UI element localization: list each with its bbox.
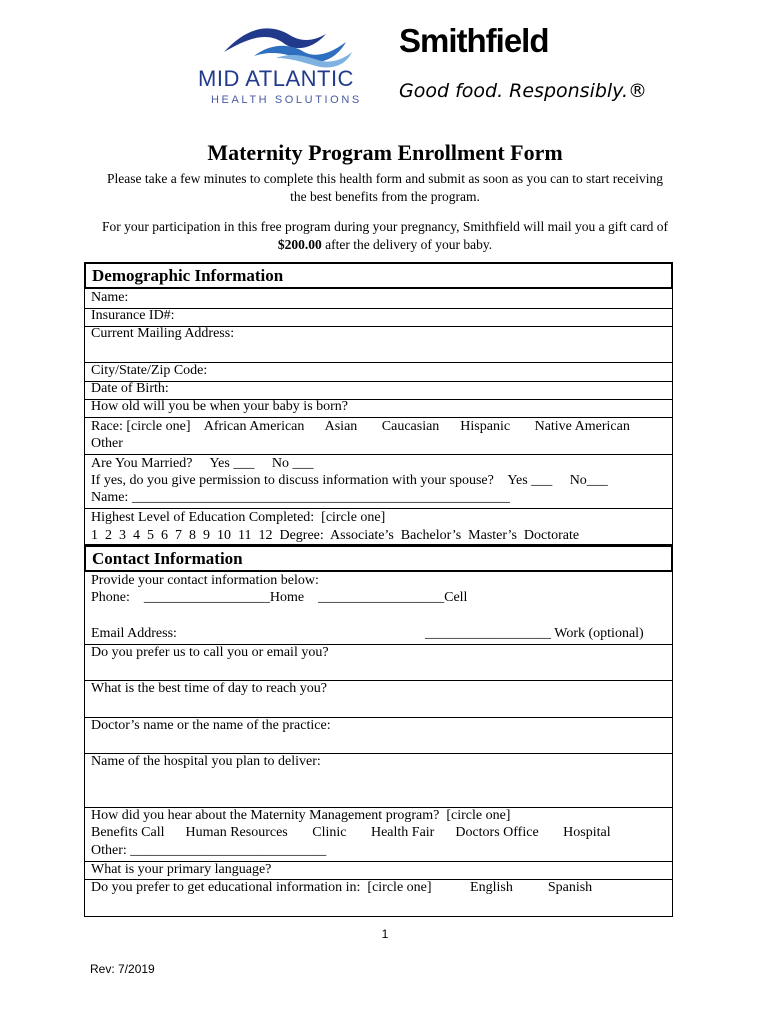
education-options[interactable]: 1 2 3 4 5 6 7 8 9 10 11 12 Degree: Associate’s Bachelor’s Master’s Doctorate — [91, 528, 580, 543]
intro-line: the best benefits from the program. — [290, 189, 480, 204]
smithfield-tagline: Good food. Responsibly.® — [399, 80, 647, 102]
page-number: 1 — [381, 927, 389, 941]
mailing-address-field[interactable]: Current Mailing Address: — [91, 326, 235, 341]
name-field[interactable]: Name: — [91, 290, 129, 305]
intro-paragraph-1 — [60, 170, 710, 206]
race-other-option[interactable]: Other — [91, 436, 123, 451]
intro-line: For your participation in this free program during your pregnancy, Smithfield will mail you a gift card of — [102, 219, 668, 234]
educational-language-question[interactable]: Do you prefer to get educational information in: [circle one] English Spanish — [91, 880, 593, 895]
primary-language-question[interactable]: What is your primary language? — [91, 862, 272, 877]
demographic-heading: Demographic Information — [84, 262, 673, 289]
provide-contact-label: Provide your contact information below: — [91, 573, 319, 588]
date-of-birth-field[interactable]: Date of Birth: — [91, 381, 169, 396]
best-time-question[interactable]: What is the best time of day to reach you? — [91, 681, 327, 696]
intro-line: Please take a few minutes to complete this health form and submit as soon as you can to start receiving — [107, 171, 663, 186]
hospital-question[interactable]: Name of the hospital you plan to deliver: — [91, 754, 321, 769]
mid-atlantic-subtitle: HEALTH SOLUTIONS — [211, 94, 362, 106]
intro-rest: after the delivery of your baby. — [321, 237, 493, 252]
smithfield-logo-name: Smithfield — [399, 22, 549, 59]
spouse-permission-question[interactable]: If yes, do you give permission to discuss information with your spouse? Yes ___ No___ — [91, 473, 608, 488]
contact-heading: Contact Information — [84, 545, 673, 572]
intro-paragraph-2 — [60, 218, 710, 254]
form-title: Maternity Program Enrollment Form — [207, 140, 563, 165]
gift-amount: $200.00 — [277, 237, 322, 252]
doctor-name-question[interactable]: Doctor’s name or the name of the practice: — [91, 718, 331, 733]
mid-atlantic-name: MID ATLANTIC — [198, 66, 354, 91]
phone-fields[interactable]: Phone: __________________Home __________________Cell — [91, 590, 468, 605]
work-phone-field[interactable]: __________________ Work (optional) — [425, 626, 644, 641]
heard-about-options[interactable]: Benefits Call Human Resources Clinic Health Fair Doctors Office Hospital — [91, 825, 611, 840]
heard-about-question: How did you hear about the Maternity Management program? [circle one] — [91, 808, 511, 823]
insurance-id-field[interactable]: Insurance ID#: — [91, 308, 175, 323]
education-question: Highest Level of Education Completed: [circle one] — [91, 510, 386, 525]
email-field[interactable]: Email Address: — [91, 626, 177, 641]
married-question[interactable]: Are You Married? Yes ___ No ___ — [91, 456, 314, 471]
revision-date: Rev: 7/2019 — [90, 962, 155, 976]
race-options[interactable]: Race: [circle one] African American Asian Caucasian Hispanic Native American — [91, 419, 630, 434]
call-or-email-question[interactable]: Do you prefer us to call you or email you? — [91, 645, 329, 660]
age-at-birth-field[interactable]: How old will you be when your baby is born? — [91, 399, 349, 414]
heard-about-other-field[interactable]: Other: ____________________________ — [91, 843, 327, 858]
spouse-name-field[interactable]: Name: ______________________________________________________ — [91, 490, 510, 505]
city-state-zip-field[interactable]: City/State/Zip Code: — [91, 363, 208, 378]
intro-line — [60, 236, 710, 254]
